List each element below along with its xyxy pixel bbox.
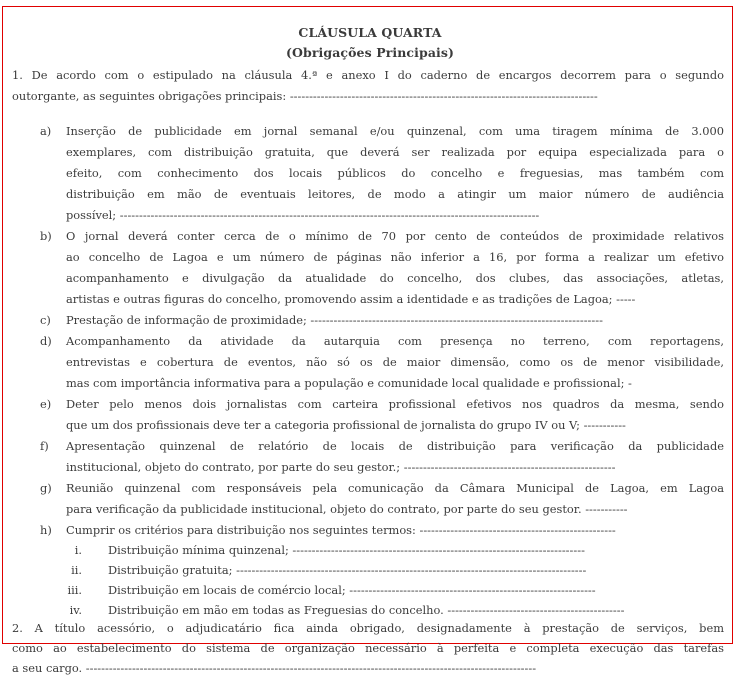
subitem-line: Distribuição em mão em todas as Freguesias do concelho. ---------------------------------------------- <box>108 603 625 617</box>
subitem-line: Distribuição em locais de comércio local; ---------------------------------------------------------------- <box>108 583 596 597</box>
list-item-a-line: efeito, com conhecimento dos locais públicos do concelho e freguesias, mas também com <box>66 166 724 180</box>
list-item-h-line: Cumprir os critérios para distribuição nos seguintes termos: --------------------------------------------------- <box>66 523 616 537</box>
list-item-a-line: Inserção de publicidade em jornal semanal e/ou quinzenal, com uma tiragem mínima de 3.000 <box>66 124 724 138</box>
list-item-g-line: para verificação da publicidade institucional, objeto do contrato, por parte do seu gestor. ----------- <box>66 502 628 516</box>
subitem-line: Distribuição gratuita; ------------------------------------------------------------------------------------------- <box>108 563 587 577</box>
list-item-e-line: que um dos profissionais deve ter a categoria profissional de jornalista do grupo IV ou V; ----------- <box>66 418 626 432</box>
subitem-marker-iv: iv. <box>69 603 82 617</box>
list-item-b-line: artistas e outras figuras do concelho, promovendo assim a identidade e as tradições de Lagoa; ----- <box>66 292 636 306</box>
list-item-d-line: entrevistas e cobertura de eventos, não só os de maior dimensão, como os de menor visibilidade, <box>66 355 724 369</box>
list-item-b-line: O jornal deverá conter cerca de o mínimo de 70 por cento de conteúdos de proximidade relativos <box>66 229 724 243</box>
list-item-d-line: mas com importância informativa para a população e comunidade local qualidade e profissional; - <box>66 376 632 390</box>
list-item-a-line: distribuição em mão de eventuais leitores, de modo a atingir um maior número de audiência <box>66 187 724 201</box>
list-marker-f: f) <box>40 439 49 453</box>
list-item-a-line: possível; ------------------------------------------------------------------------------------------------------------- <box>66 208 540 222</box>
paragraph-1-line: outorgante, as seguintes obrigações principais: -------------------------------------------------------------------------------- <box>12 89 598 103</box>
subitem-marker-ii: ii. <box>71 563 82 577</box>
paragraph-2-line: a seu cargo. --------------------------------------------------------------------------------------------------------------------- <box>12 661 537 675</box>
subitem-marker-i: i. <box>74 543 82 557</box>
list-marker-c: c) <box>40 313 51 327</box>
list-marker-e: e) <box>40 397 52 411</box>
list-item-f-line: institucional, objeto do contrato, por parte do seu gestor.; ------------------------------------------------------- <box>66 460 616 474</box>
subitem-marker-iii: iii. <box>67 583 82 597</box>
list-item-g-line: Reunião quinzenal com responsáveis pela comunicação da Câmara Municipal de Lagoa, em Lagoa <box>66 481 724 495</box>
subitem-line: Distribuição mínima quinzenal; ---------------------------------------------------------------------------- <box>108 543 585 557</box>
list-item-e-line: Deter pelo menos dois jornalistas com carteira profissional efetivos nos quadros da mesma, sendo <box>66 397 724 411</box>
list-marker-g: g) <box>40 481 52 495</box>
list-item-c-line: Prestação de informação de proximidade; ---------------------------------------------------------------------------- <box>66 313 603 327</box>
list-marker-a: a) <box>40 124 52 138</box>
list-marker-d: d) <box>40 334 52 348</box>
list-item-b-line: acompanhamento e divulgação da atualidade do concelho, dos clubes, das associações, atletas, <box>66 271 724 285</box>
list-item-a-line: exemplares, com distribuição gratuita, que deverá ser realizada por equipa especializada para o <box>66 145 724 159</box>
paragraph-1-line: 1. De acordo com o estipulado na cláusula 4.ª e anexo I do caderno de encargos decorrem para o segundo <box>12 68 724 82</box>
clause-title: CLÁUSULA QUARTA <box>298 25 442 40</box>
paragraph-2-line: 2. A título acessório, o adjudicatário fica ainda obrigado, designadamente à prestação de serviços, bem <box>12 621 724 635</box>
list-item-b-line: ao concelho de Lagoa e um número de páginas não inferior a 16, por forma a realizar um efetivo <box>66 250 724 264</box>
list-marker-h: h) <box>40 523 52 537</box>
clause-subtitle: (Obrigações Principais) <box>285 45 455 60</box>
paragraph-2-line: como ao estabelecimento do sistema de organização necessário à perfeita e completa execução das tarefas <box>12 641 724 655</box>
list-marker-b: b) <box>40 229 52 243</box>
list-item-d-line: Acompanhamento da atividade da autarquia com presença no terreno, com reportagens, <box>66 334 724 348</box>
list-item-f-line: Apresentação quinzenal de relatório de locais de distribuição para verificação da publicidade <box>66 439 724 453</box>
